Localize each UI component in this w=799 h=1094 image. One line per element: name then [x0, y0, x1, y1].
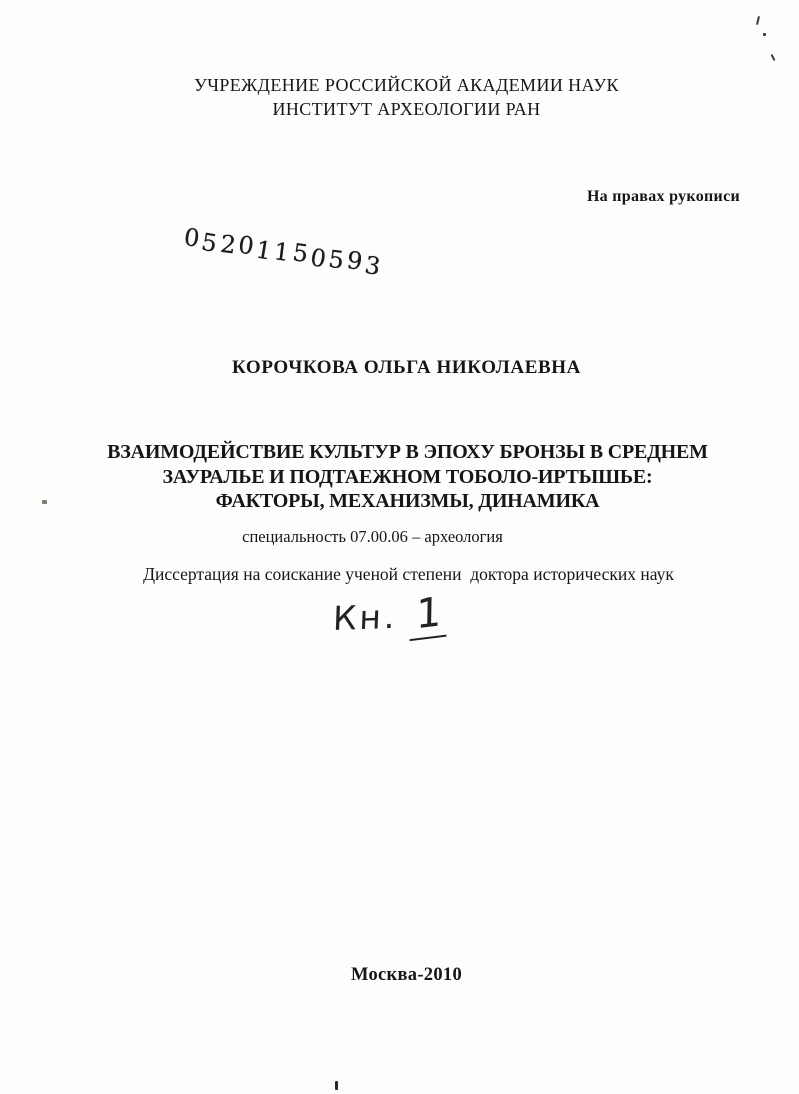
scan-speck	[335, 1081, 338, 1090]
handwritten-book-note-number: 1	[409, 588, 447, 641]
institution-line-2: ИНСТИТУТ АРХЕОЛОГИИ РАН	[272, 99, 541, 119]
title-line-3: ФАКТОРЫ, МЕХАНИЗМЫ, ДИНАМИКА	[215, 490, 600, 512]
author-name: КОРОЧКОВА ОЛЬГА НИКОЛАЕВНА	[232, 357, 581, 378]
handwritten-book-note	[332, 590, 448, 642]
institution-line-1: УЧРЕЖДЕНИЕ РОССИЙСКОЙ АКАДЕМИИ НАУК	[194, 75, 619, 95]
scan-speck	[763, 33, 766, 36]
institution-header	[7, 73, 799, 121]
stamp-inventory-number: 05201150593	[182, 223, 386, 282]
manuscript-rights-note: На правах рукописи	[586, 188, 740, 205]
imprint-city-year: Москва-2010	[350, 965, 463, 985]
title-line-1: ВЗАИМОДЕЙСТВИЕ КУЛЬТУР В ЭПОХУ БРОНЗЫ В СРЕДНЕМ	[107, 441, 708, 463]
title-line-2: ЗАУРАЛЬЕ И ПОДТАЕЖНОМ ТОБОЛО-ИРТЫШЬЕ:	[162, 465, 653, 488]
scan-speck	[770, 54, 775, 61]
scan-speck	[42, 500, 47, 504]
scan-speck	[756, 16, 760, 25]
specialty-line: специальность 07.00.06 – археология	[242, 527, 503, 546]
handwritten-book-note-prefix: Кн.	[332, 596, 399, 639]
dissertation-title	[8, 440, 799, 514]
degree-statement: Диссертация на соискание ученой степени доктора исторических наук	[143, 564, 674, 584]
